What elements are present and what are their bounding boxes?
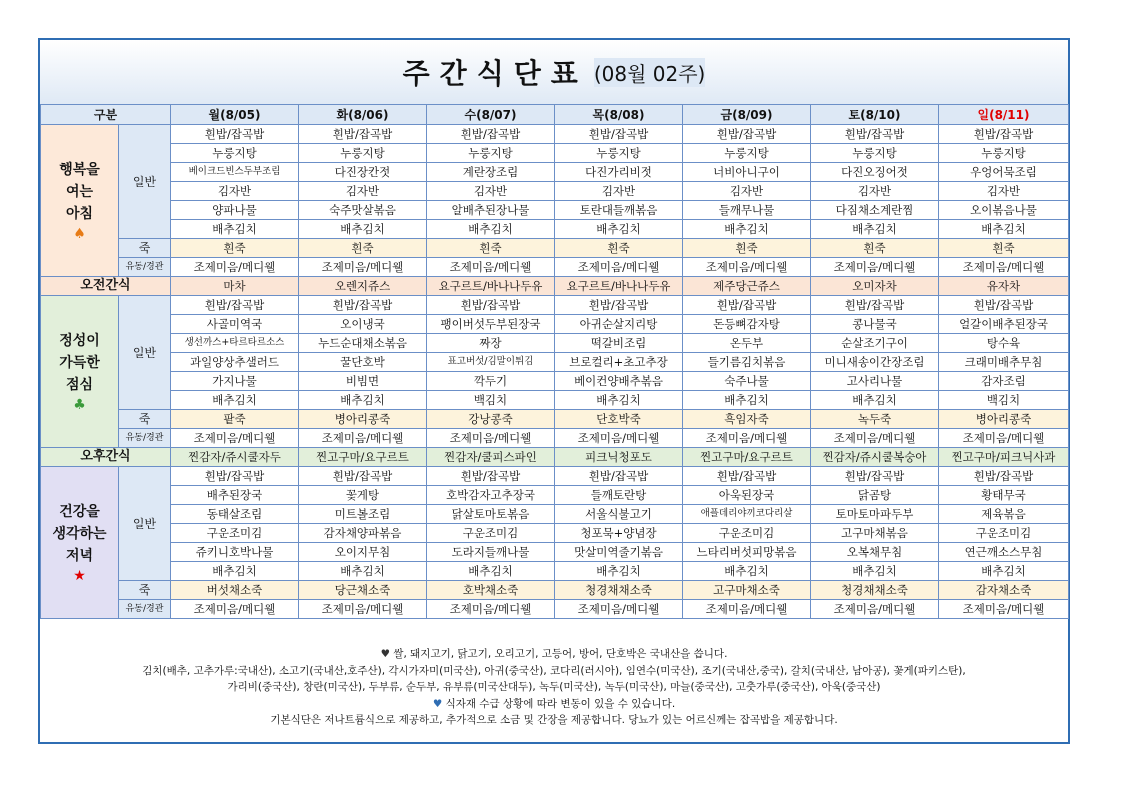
menu-cell: 흰밥/잡곡밥 <box>299 296 427 315</box>
menu-cell: 애플데리야끼코다리살 <box>683 505 811 524</box>
porridge-row <box>41 410 1069 429</box>
general-row <box>41 334 1069 353</box>
menu-cell: 다진가리비젓 <box>555 163 683 182</box>
menu-cell: 느타리버섯피망볶음 <box>683 543 811 562</box>
menu-cell: 얼갈이배추된장국 <box>939 315 1069 334</box>
menu-cell: 떡갈비조림 <box>555 334 683 353</box>
menu-cell: 구운조미김 <box>427 524 555 543</box>
general-row <box>41 543 1069 562</box>
menu-cell: 배추김치 <box>811 220 939 239</box>
snack-cell: 찐고구마/피크닉사과 <box>939 448 1069 467</box>
fluid-cell: 조제미음/메디웰 <box>555 258 683 277</box>
lunch-section <box>41 296 1069 448</box>
menu-cell: 크래미배추무침 <box>939 353 1069 372</box>
menu-cell: 탕수육 <box>939 334 1069 353</box>
menu-cell: 숙주맛살볶음 <box>299 201 427 220</box>
menu-cell: 배추김치 <box>171 562 299 581</box>
porridge-cell: 버섯채소죽 <box>171 581 299 600</box>
general-row <box>41 524 1069 543</box>
porridge-cell: 단호박죽 <box>555 410 683 429</box>
porridge-cell: 흰죽 <box>299 239 427 258</box>
fluid-cell: 조제미음/메디웰 <box>811 600 939 619</box>
fluid-cell: 조제미음/메디웰 <box>171 258 299 277</box>
fluid-cell: 조제미음/메디웰 <box>171 600 299 619</box>
fluid-cell: 조제미음/메디웰 <box>299 600 427 619</box>
menu-cell: 숙주나물 <box>683 372 811 391</box>
menu-cell: 양파나물 <box>171 201 299 220</box>
general-row <box>41 163 1069 182</box>
menu-cell: 다진장칸젓 <box>299 163 427 182</box>
menu-cell: 흰밥/잡곡밥 <box>171 125 299 144</box>
page-title <box>40 40 1068 105</box>
menu-cell: 황태무국 <box>939 486 1069 505</box>
menu-cell: 꿀단호박 <box>299 353 427 372</box>
menu-cell: 김자반 <box>939 182 1069 201</box>
title-main: 주간식단표 <box>402 57 588 90</box>
fluid-cell: 조제미음/메디웰 <box>427 429 555 448</box>
porridge-cell: 흰죽 <box>939 239 1069 258</box>
menu-cell: 꽃게탕 <box>299 486 427 505</box>
menu-cell: 김자반 <box>683 182 811 201</box>
menu-cell: 비빔면 <box>299 372 427 391</box>
general-label: 일반 <box>119 125 171 239</box>
menu-cell: 베이크드빈스두부조림 <box>171 163 299 182</box>
general-row <box>41 125 1069 144</box>
meal-label-line: 점심 <box>65 376 94 393</box>
menu-cell: 동태살조림 <box>171 505 299 524</box>
fluid-label: 유동/경관 <box>119 258 171 277</box>
menu-cell: 닭곰탕 <box>811 486 939 505</box>
porridge-cell: 당근채소죽 <box>299 581 427 600</box>
menu-cell: 흰밥/잡곡밥 <box>555 296 683 315</box>
menu-cell: 흰밥/잡곡밥 <box>299 467 427 486</box>
menu-cell: 아귀순살지리탕 <box>555 315 683 334</box>
notice-1: 식자재 수급 상황에 따라 변동이 있을 수 있습니다. <box>445 697 676 710</box>
fluid-label: 유동/경관 <box>119 600 171 619</box>
menu-cell: 배추김치 <box>299 391 427 410</box>
menu-cell: 흰밥/잡곡밥 <box>939 467 1069 486</box>
menu-cell: 토란대들깨볶음 <box>555 201 683 220</box>
menu-frame <box>38 38 1070 744</box>
menu-cell: 배추김치 <box>171 391 299 410</box>
menu-cell: 흰밥/잡곡밥 <box>299 125 427 144</box>
menu-cell: 닭살토마토볶음 <box>427 505 555 524</box>
porridge-row <box>41 239 1069 258</box>
snack-cell: 요구르트/바나나두유 <box>555 277 683 296</box>
menu-cell: 백김치 <box>939 391 1069 410</box>
general-row <box>41 220 1069 239</box>
menu-cell: 배추김치 <box>811 562 939 581</box>
menu-cell: 맛살미역줄기볶음 <box>555 543 683 562</box>
porridge-cell: 호박채소죽 <box>427 581 555 600</box>
fluid-row <box>41 600 1069 619</box>
menu-cell: 흰밥/잡곡밥 <box>683 296 811 315</box>
menu-cell: 배추김치 <box>811 391 939 410</box>
menu-cell: 다짐채소계란찜 <box>811 201 939 220</box>
fluid-cell: 조제미음/메디웰 <box>683 600 811 619</box>
menu-cell: 김자반 <box>555 182 683 201</box>
menu-cell: 너비아니구이 <box>683 163 811 182</box>
general-row <box>41 182 1069 201</box>
menu-cell: 브로컬리+초고추장 <box>555 353 683 372</box>
menu-cell: 서울식불고기 <box>555 505 683 524</box>
menu-cell: 고구마채볶음 <box>811 524 939 543</box>
snack-cell: 찐감자/쥬시쿨복숭아 <box>811 448 939 467</box>
origin-intro-line <box>40 646 1068 663</box>
afternoon-snack-label: 오후간식 <box>41 448 171 467</box>
menu-cell: 도라지들깨나물 <box>427 543 555 562</box>
meal-label-line: 행복을 <box>59 161 100 178</box>
porridge-cell: 청경채채소죽 <box>555 581 683 600</box>
meal-label <box>41 125 119 277</box>
menu-cell: 흰밥/잡곡밥 <box>683 125 811 144</box>
menu-cell: 순살조기구이 <box>811 334 939 353</box>
menu-table <box>40 104 1069 619</box>
snack-cell: 찐고구마/요구르트 <box>299 448 427 467</box>
general-row <box>41 562 1069 581</box>
porridge-label: 죽 <box>119 239 171 258</box>
afternoon-snack-row <box>41 448 1069 467</box>
menu-cell: 누룽지탕 <box>427 144 555 163</box>
porridge-cell: 흰죽 <box>427 239 555 258</box>
menu-cell: 연근깨소스무침 <box>939 543 1069 562</box>
menu-cell: 계란장조림 <box>427 163 555 182</box>
menu-cell: 오복채무침 <box>811 543 939 562</box>
menu-cell: 미니새송이간장조림 <box>811 353 939 372</box>
snack-cell: 찐감자/쥬시쿨자두 <box>171 448 299 467</box>
menu-cell: 깍두기 <box>427 372 555 391</box>
menu-cell: 누룽지탕 <box>555 144 683 163</box>
menu-cell: 팽이버섯두부된장국 <box>427 315 555 334</box>
menu-cell: 흰밥/잡곡밥 <box>811 125 939 144</box>
header-category: 구분 <box>41 105 171 125</box>
menu-cell: 흰밥/잡곡밥 <box>427 125 555 144</box>
menu-cell: 온두부 <box>683 334 811 353</box>
menu-cell: 가지나물 <box>171 372 299 391</box>
porridge-cell: 병아리콩죽 <box>299 410 427 429</box>
snack-cell: 제주당근쥬스 <box>683 277 811 296</box>
menu-cell: 감자채양파볶음 <box>299 524 427 543</box>
title-week: (08월 02주) <box>594 58 706 87</box>
menu-cell: 표고버섯/김말이튀김 <box>427 353 555 372</box>
menu-cell: 배추김치 <box>555 391 683 410</box>
menu-cell: 들깨토란탕 <box>555 486 683 505</box>
menu-cell: 배추김치 <box>683 562 811 581</box>
menu-cell: 짜장 <box>427 334 555 353</box>
menu-cell: 김자반 <box>299 182 427 201</box>
menu-cell: 배추김치 <box>171 220 299 239</box>
menu-cell: 미트볼조림 <box>299 505 427 524</box>
porridge-cell: 청경채채소죽 <box>811 581 939 600</box>
general-row <box>41 144 1069 163</box>
menu-cell: 누드순대채소볶음 <box>299 334 427 353</box>
menu-cell: 오이냉국 <box>299 315 427 334</box>
porridge-row <box>41 581 1069 600</box>
menu-cell: 배추김치 <box>683 391 811 410</box>
menu-cell: 흰밥/잡곡밥 <box>811 296 939 315</box>
porridge-cell: 흰죽 <box>811 239 939 258</box>
fluid-cell: 조제미음/메디웰 <box>427 600 555 619</box>
menu-cell: 김자반 <box>171 182 299 201</box>
general-row <box>41 467 1069 486</box>
meal-label-line: 아침 <box>65 205 94 222</box>
header-day: 금(8/09) <box>683 105 811 125</box>
fluid-cell: 조제미음/메디웰 <box>811 429 939 448</box>
general-row <box>41 201 1069 220</box>
menu-cell: 흰밥/잡곡밥 <box>683 467 811 486</box>
porridge-label: 죽 <box>119 581 171 600</box>
menu-cell: 생선까스+타르타르소스 <box>171 334 299 353</box>
meal-label-line: 건강을 <box>59 503 100 520</box>
snack-cell: 유자차 <box>939 277 1069 296</box>
porridge-label: 죽 <box>119 410 171 429</box>
menu-cell: 과일양상추샐러드 <box>171 353 299 372</box>
snack-cell: 찐감자/쿨피스파인 <box>427 448 555 467</box>
notice-line-2: 기본식단은 저나트륨식으로 제공하고, 추가적으로 소금 및 간장을 제공합니다. 당뇨가 있는 어르신께는 잡곡밥을 제공합니다. <box>270 714 838 726</box>
menu-cell: 제육볶음 <box>939 505 1069 524</box>
menu-cell: 오이볶음나물 <box>939 201 1069 220</box>
menu-cell: 구운조미김 <box>683 524 811 543</box>
menu-cell: 토마토마파두부 <box>811 505 939 524</box>
meal-label <box>41 467 119 619</box>
club-icon: ♣ <box>73 396 86 413</box>
fluid-row <box>41 429 1069 448</box>
notice-line-1 <box>40 696 1068 713</box>
snack-cell: 찐고구마/요구르트 <box>683 448 811 467</box>
porridge-cell: 고구마채소죽 <box>683 581 811 600</box>
morning-snack-row <box>41 277 1069 296</box>
fluid-cell: 조제미음/메디웰 <box>299 258 427 277</box>
porridge-cell: 흰죽 <box>171 239 299 258</box>
morning-snack-label: 오전간식 <box>41 277 171 296</box>
menu-cell: 누룽지탕 <box>171 144 299 163</box>
header-day: 토(8/10) <box>811 105 939 125</box>
general-row <box>41 486 1069 505</box>
header-day: 수(8/07) <box>427 105 555 125</box>
header-day: 화(8/06) <box>299 105 427 125</box>
general-row <box>41 372 1069 391</box>
menu-cell: 배추김치 <box>299 562 427 581</box>
fluid-cell: 조제미음/메디웰 <box>939 429 1069 448</box>
menu-cell: 김자반 <box>811 182 939 201</box>
snack-cell: 피크닉청포도 <box>555 448 683 467</box>
menu-cell: 흰밥/잡곡밥 <box>171 467 299 486</box>
general-label: 일반 <box>119 467 171 581</box>
menu-cell: 호박감자고추장국 <box>427 486 555 505</box>
menu-cell: 배추김치 <box>683 220 811 239</box>
star-icon: ★ <box>73 567 86 584</box>
snack-cell: 요구르트/바나나두유 <box>427 277 555 296</box>
general-row <box>41 391 1069 410</box>
fluid-cell: 조제미음/메디웰 <box>939 600 1069 619</box>
menu-cell: 배추김치 <box>427 562 555 581</box>
menu-cell: 배추김치 <box>555 562 683 581</box>
header-day-sunday: 일(8/11) <box>939 105 1069 125</box>
fluid-cell: 조제미음/메디웰 <box>555 429 683 448</box>
meal-label <box>41 296 119 448</box>
origin-line-2: 가리비(중국산), 창란(미국산), 두부류, 순두부, 유부류(미국산대두), 녹두(미국산), 녹두(미국산), 마늘(중국산), 고춧가루(중국산), 아욱(중국산) <box>227 681 881 693</box>
origin-line-1: 김치(배추, 고추가루:국내산), 소고기(국내산,호주산), 각시가자미(미국산), 아귀(중국산), 코다리(러시아), 임연수(미국산), 조기(국내산,중국), 갈치(국내산, 남아공), 꽃게(파키스탄), <box>142 664 966 677</box>
menu-cell: 구운조미김 <box>939 524 1069 543</box>
menu-cell: 우엉어묵조림 <box>939 163 1069 182</box>
menu-cell: 흰밥/잡곡밥 <box>555 125 683 144</box>
menu-cell: 고사리나물 <box>811 372 939 391</box>
fluid-cell: 조제미음/메디웰 <box>811 258 939 277</box>
menu-cell: 흰밥/잡곡밥 <box>171 296 299 315</box>
heart-icon: ♥ <box>380 648 390 660</box>
porridge-cell: 흰죽 <box>683 239 811 258</box>
menu-cell: 배추김치 <box>427 220 555 239</box>
meal-label-line: 저녁 <box>65 547 94 564</box>
general-row <box>41 505 1069 524</box>
menu-cell: 누룽지탕 <box>299 144 427 163</box>
menu-cell: 감자조림 <box>939 372 1069 391</box>
spade-icon: ♠ <box>73 225 86 242</box>
porridge-cell: 병아리콩죽 <box>939 410 1069 429</box>
menu-cell: 구운조미김 <box>171 524 299 543</box>
menu-cell: 누룽지탕 <box>683 144 811 163</box>
meal-label-line: 정성이 <box>59 332 100 349</box>
fluid-cell: 조제미음/메디웰 <box>299 429 427 448</box>
porridge-cell: 감자채소죽 <box>939 581 1069 600</box>
general-label: 일반 <box>119 296 171 410</box>
origin-intro: 쌀, 돼지고기, 닭고기, 오리고기, 고등어, 방어, 단호박은 국내산을 씁니다. <box>393 648 728 660</box>
menu-cell: 알배추된장나물 <box>427 201 555 220</box>
fluid-cell: 조제미음/메디웰 <box>427 258 555 277</box>
fluid-label: 유동/경관 <box>119 429 171 448</box>
menu-cell: 흰밥/잡곡밥 <box>427 467 555 486</box>
dinner-section <box>41 467 1069 619</box>
menu-cell: 배추김치 <box>555 220 683 239</box>
meal-label-line: 여는 <box>65 183 94 200</box>
heart-icon: ♥ <box>432 697 443 710</box>
porridge-cell: 흑임자죽 <box>683 410 811 429</box>
snack-cell: 오렌지쥬스 <box>299 277 427 296</box>
menu-cell: 오이지무침 <box>299 543 427 562</box>
fluid-cell: 조제미음/메디웰 <box>171 429 299 448</box>
menu-cell: 누룽지탕 <box>939 144 1069 163</box>
fluid-cell: 조제미음/메디웰 <box>683 258 811 277</box>
menu-cell: 청포묵+양념장 <box>555 524 683 543</box>
general-row <box>41 353 1069 372</box>
porridge-cell: 녹두죽 <box>811 410 939 429</box>
porridge-cell: 흰죽 <box>555 239 683 258</box>
breakfast-section <box>41 125 1069 277</box>
header-row <box>41 105 1069 125</box>
menu-cell: 흰밥/잡곡밥 <box>555 467 683 486</box>
fluid-cell: 조제미음/메디웰 <box>555 600 683 619</box>
snack-cell: 오미자차 <box>811 277 939 296</box>
porridge-cell: 팥죽 <box>171 410 299 429</box>
menu-cell: 사골미역국 <box>171 315 299 334</box>
menu-cell: 베이컨양배추볶음 <box>555 372 683 391</box>
menu-cell: 김자반 <box>427 182 555 201</box>
menu-cell: 배추김치 <box>299 220 427 239</box>
snack-cell: 마차 <box>171 277 299 296</box>
menu-cell: 다진오징어젓 <box>811 163 939 182</box>
menu-cell: 흰밥/잡곡밥 <box>939 296 1069 315</box>
meal-label-line: 가득한 <box>59 354 100 371</box>
menu-cell: 누룽지탕 <box>811 144 939 163</box>
meal-label-line: 생각하는 <box>52 525 107 542</box>
general-row <box>41 315 1069 334</box>
menu-cell: 백김치 <box>427 391 555 410</box>
menu-cell: 들기름김치볶음 <box>683 353 811 372</box>
fluid-cell: 조제미음/메디웰 <box>939 258 1069 277</box>
menu-cell: 흰밥/잡곡밥 <box>427 296 555 315</box>
menu-cell: 배추김치 <box>939 220 1069 239</box>
general-row <box>41 296 1069 315</box>
porridge-cell: 강낭콩죽 <box>427 410 555 429</box>
menu-cell: 콩나물국 <box>811 315 939 334</box>
footer-notes <box>40 646 1068 742</box>
menu-cell: 배추된장국 <box>171 486 299 505</box>
fluid-cell: 조제미음/메디웰 <box>683 429 811 448</box>
menu-cell: 들깨무나물 <box>683 201 811 220</box>
menu-cell: 배추김치 <box>939 562 1069 581</box>
menu-cell: 쥬키니호박나물 <box>171 543 299 562</box>
fluid-row <box>41 258 1069 277</box>
header-day: 월(8/05) <box>171 105 299 125</box>
menu-cell: 흰밥/잡곡밥 <box>939 125 1069 144</box>
menu-cell: 흰밥/잡곡밥 <box>811 467 939 486</box>
header-day: 목(8/08) <box>555 105 683 125</box>
menu-cell: 돈등뼈감자탕 <box>683 315 811 334</box>
menu-cell: 아욱된장국 <box>683 486 811 505</box>
